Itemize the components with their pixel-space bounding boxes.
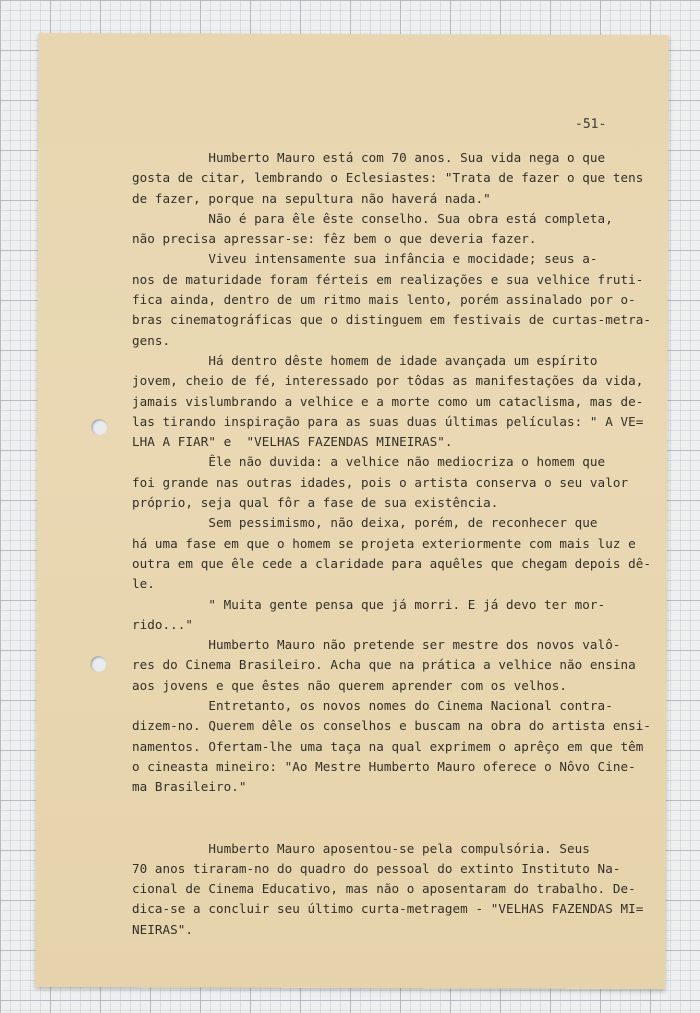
text-line: Há dentro dêste homem de idade avançada um espírito [132, 352, 598, 368]
text-line: fica ainda, dentro de um ritmo mais lento, porém assinalado por o- [132, 292, 636, 308]
text-line: Entretanto, os novos nomes do Cinema Nacional contra- [132, 698, 613, 714]
text-line: Êle não duvida: a velhice não mediocriza o homem que [132, 454, 606, 470]
text-line: próprio, seja qual fôr a fase de sua existência. [132, 495, 499, 511]
text-line: NEIRAS". [132, 921, 194, 937]
paragraph-gap [132, 798, 672, 839]
text-line: foi grande nas outras idades, pois o artista conserva o seu valor [132, 474, 629, 490]
text-line: Humberto Mauro está com 70 anos. Sua vida nega o que [132, 150, 606, 165]
punch-hole [91, 419, 107, 435]
text-line: res do Cinema Brasileiro. Acha que na prática a velhice não ensina [132, 657, 636, 673]
text-line: jamais vislumbrando a velhice e a morte como um cataclisma, mas de- [132, 393, 644, 409]
text-line: le. [132, 576, 155, 592]
text-line: Sem pessimismo, não deixa, porém, de reconhecer que [132, 515, 598, 531]
text-line: cional de Cinema Educativo, mas não o aposentaram do trabalho. De- [132, 881, 636, 897]
text-line: LHA A FIAR" e "VELHAS FAZENDAS MINEIRAS". [132, 434, 453, 450]
text-line: outra em que êle cede a claridade para aquêles que chegam depois dê- [132, 555, 651, 571]
text-line: dica-se a concluir seu último curta-metragem - "VELHAS FAZENDAS MI= [132, 901, 644, 917]
text-line: " Muita gente pensa que já morri. E já devo ter mor- [132, 596, 606, 612]
text-line: não precisa apressar-se: fêz bem o que deveria fazer. [132, 231, 537, 247]
text-line: o cineasta mineiro: "Ao Mestre Humberto Mauro oferece o Nôvo Cine- [132, 758, 636, 774]
text-line: rido..." [132, 616, 194, 632]
text-line: há uma fase em que o homem se projeta exteriormente com mais luz e [132, 535, 636, 551]
text-line: Viveu intensamente sua infância e mocidade; seus a- [132, 251, 598, 267]
text-line: aos jovens e que êstes não querem aprender com os velhos. [132, 677, 568, 693]
text-line: dizem-no. Querem dêle os conselhos e buscam na obra do artista ensi- [132, 718, 651, 734]
text-line: las tirando inspiração para as suas duas últimas películas: " A VE= [132, 413, 644, 429]
text-line: Não é para êle êste conselho. Sua obra está completa, [132, 210, 613, 226]
page-number: -51- [575, 116, 607, 132]
text-line: namentos. Ofertam-lhe uma taça na qual exprimem o aprêço em que têm [132, 738, 644, 754]
text-line: nos de maturidade foram férteis em realizações e sua velhice fruti- [132, 271, 644, 287]
punch-hole [90, 656, 106, 672]
text-line: bras cinematográficas que o distinguem em festivais de curtas-metra- [132, 312, 651, 328]
text-line: gosta de citar, lembrando o Eclesiastes: "Trata de fazer o que tens [132, 170, 644, 186]
text-line: Humberto Mauro não pretende ser mestre dos novos valô- [132, 637, 621, 653]
text-line: ma Brasileiro." [132, 779, 247, 795]
text-line: jovem, cheio de fé, interessado por tôdas as manifestações da vida, [132, 373, 644, 389]
text-line: de fazer, porque na sepultura não haverá nada." [132, 190, 491, 206]
text-line: gens. [132, 332, 171, 348]
body-text [132, 148, 672, 940]
text-line: 70 anos tiraram-no do quadro do pessoal do extinto Instituto Na- [132, 860, 621, 876]
text-line: Humberto Mauro aposentou-se pela compulsória. Seus [132, 840, 590, 856]
